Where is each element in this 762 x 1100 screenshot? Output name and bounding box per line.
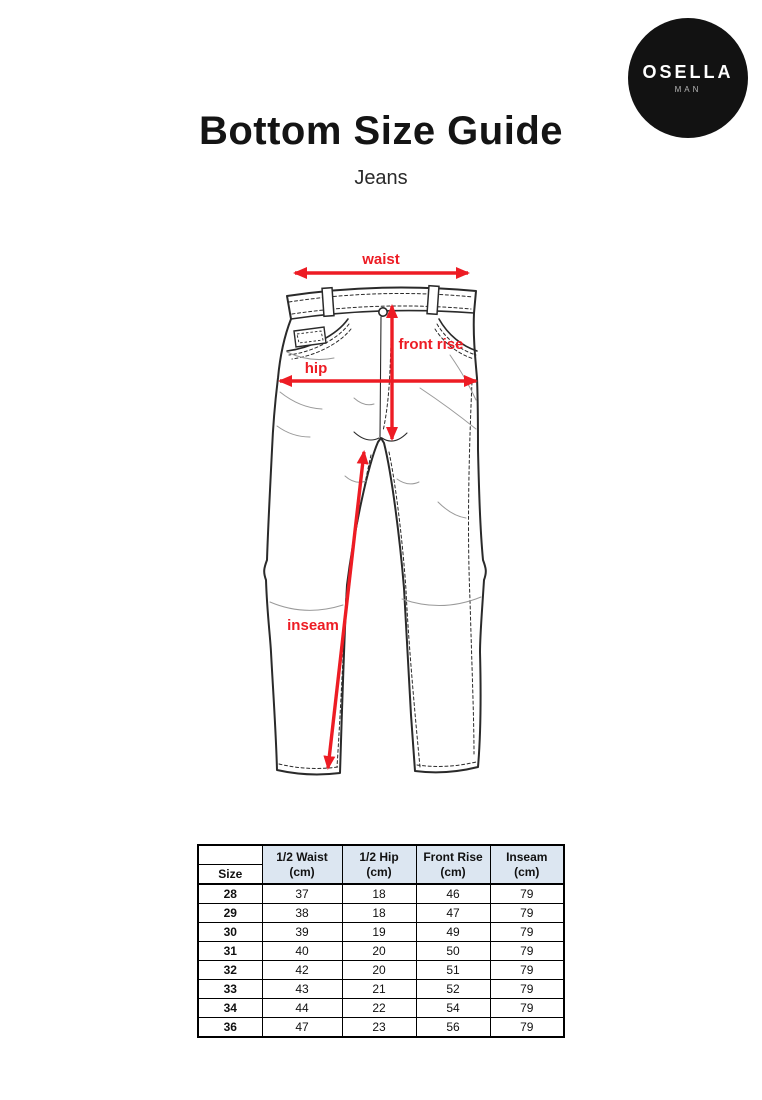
value-cell: 79 bbox=[490, 923, 564, 942]
jeans-button bbox=[379, 308, 387, 316]
jeans-measurement-diagram bbox=[250, 240, 490, 800]
value-cell: 20 bbox=[342, 942, 416, 961]
size-cell: 34 bbox=[198, 999, 262, 1018]
table-row bbox=[198, 923, 564, 942]
header-empty-cell bbox=[198, 845, 262, 865]
size-cell: 30 bbox=[198, 923, 262, 942]
value-cell: 40 bbox=[262, 942, 342, 961]
value-cell: 44 bbox=[262, 999, 342, 1018]
value-cell: 23 bbox=[342, 1018, 416, 1038]
size-cell: 29 bbox=[198, 904, 262, 923]
size-cell: 36 bbox=[198, 1018, 262, 1038]
value-cell: 56 bbox=[416, 1018, 490, 1038]
value-cell: 22 bbox=[342, 999, 416, 1018]
table-row bbox=[198, 884, 564, 904]
value-cell: 52 bbox=[416, 980, 490, 999]
value-cell: 20 bbox=[342, 961, 416, 980]
value-cell: 79 bbox=[490, 961, 564, 980]
header-half-waist: 1/2 Waist (cm) bbox=[262, 845, 342, 884]
jeans-outline bbox=[264, 286, 486, 775]
value-cell: 21 bbox=[342, 980, 416, 999]
table-header-row-1 bbox=[198, 845, 564, 865]
value-cell: 39 bbox=[262, 923, 342, 942]
value-cell: 79 bbox=[490, 999, 564, 1018]
size-cell: 31 bbox=[198, 942, 262, 961]
value-cell: 50 bbox=[416, 942, 490, 961]
value-cell: 51 bbox=[416, 961, 490, 980]
brand-name: OSELLA bbox=[642, 61, 734, 82]
value-cell: 79 bbox=[490, 980, 564, 999]
value-cell: 43 bbox=[262, 980, 342, 999]
value-cell: 42 bbox=[262, 961, 342, 980]
hip-label: hip bbox=[304, 360, 328, 377]
value-cell: 49 bbox=[416, 923, 490, 942]
table-row bbox=[198, 961, 564, 980]
value-cell: 79 bbox=[490, 884, 564, 904]
size-cell: 32 bbox=[198, 961, 262, 980]
value-cell: 19 bbox=[342, 923, 416, 942]
table-row bbox=[198, 1018, 564, 1038]
value-cell: 18 bbox=[342, 904, 416, 923]
header-half-hip: 1/2 Hip (cm) bbox=[342, 845, 416, 884]
brand-subtext: MAN bbox=[674, 84, 702, 94]
table-row bbox=[198, 904, 564, 923]
table-row bbox=[198, 980, 564, 999]
value-cell: 38 bbox=[262, 904, 342, 923]
value-cell: 54 bbox=[416, 999, 490, 1018]
waist-label: waist bbox=[362, 251, 400, 268]
header-inseam: Inseam (cm) bbox=[490, 845, 564, 884]
value-cell: 79 bbox=[490, 1018, 564, 1038]
value-cell: 46 bbox=[416, 884, 490, 904]
size-cell: 28 bbox=[198, 884, 262, 904]
value-cell: 79 bbox=[490, 942, 564, 961]
value-cell: 37 bbox=[262, 884, 342, 904]
size-table bbox=[197, 844, 565, 1038]
table-row bbox=[198, 999, 564, 1018]
page-subtitle: Jeans bbox=[354, 167, 408, 189]
table-row bbox=[198, 942, 564, 961]
value-cell: 47 bbox=[262, 1018, 342, 1038]
inseam-label: inseam bbox=[287, 617, 339, 634]
coin-pocket bbox=[294, 327, 326, 347]
size-cell: 33 bbox=[198, 980, 262, 999]
header-front-rise: Front Rise (cm) bbox=[416, 845, 490, 884]
jeans-diagram-svg bbox=[250, 240, 490, 800]
front-rise-label: front rise bbox=[398, 336, 464, 353]
value-cell: 79 bbox=[490, 904, 564, 923]
header-size: Size bbox=[198, 865, 262, 885]
page-title: Bottom Size Guide bbox=[198, 109, 564, 153]
value-cell: 47 bbox=[416, 904, 490, 923]
value-cell: 18 bbox=[342, 884, 416, 904]
